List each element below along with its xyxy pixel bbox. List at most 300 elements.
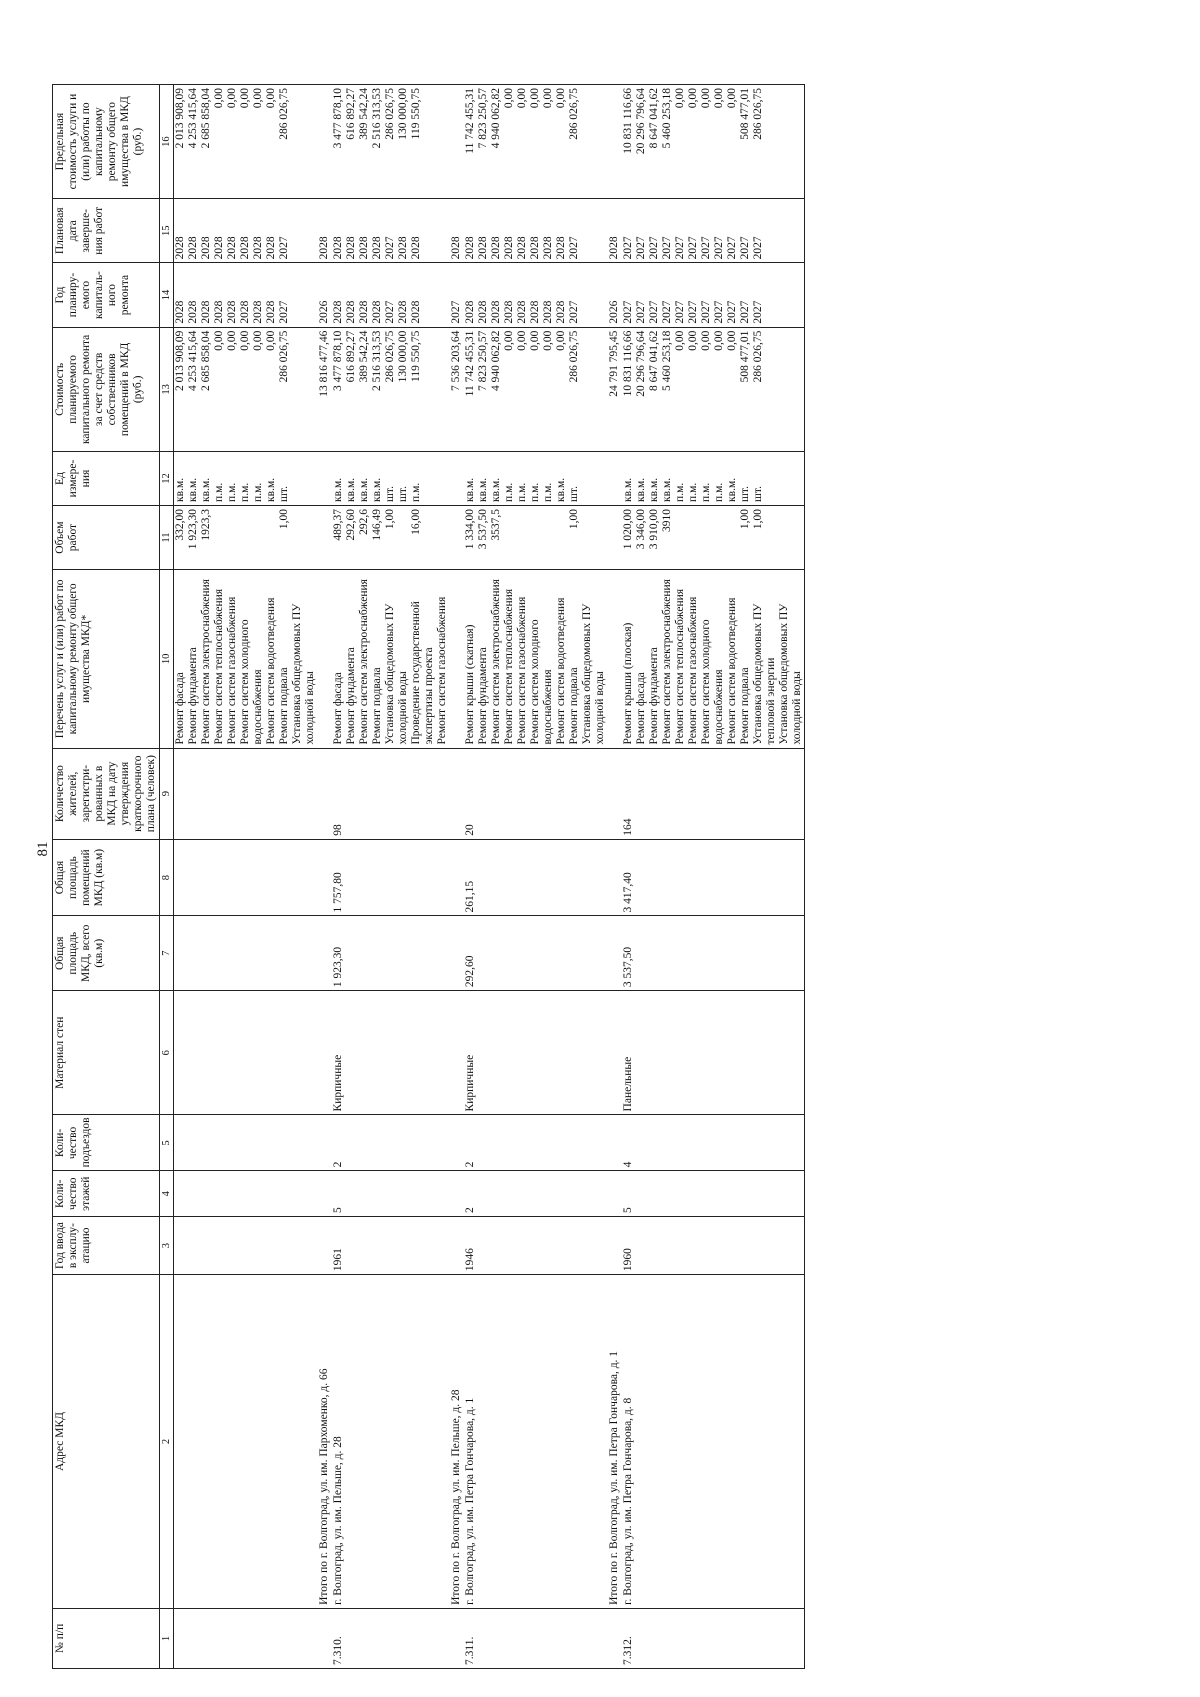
work-unit: п.м. [542,482,554,502]
work-year: 2027 [568,300,580,324]
commission-year: 1946 [464,1217,607,1275]
work-limit: 0,00 [542,88,554,109]
work-vol: 1 334,00 [464,508,476,550]
work-vol [687,509,700,566]
total-area: 1 923,30 [332,916,449,991]
floors: 5 [332,1171,449,1217]
empty-cell [317,505,332,569]
header-cell: Общая площадь помещений МКД (кв.м) [53,839,160,916]
row-number: 7.312. [622,1608,805,1668]
year-list [464,263,607,327]
work-cost: 0,00 [252,330,264,351]
header-cell: Объем работ [53,505,160,569]
rooms-area: 3 417,40 [622,839,805,916]
work-end: 2027 [700,236,712,260]
work-vol: 1923,3 [200,508,212,541]
work-name: Ремонт фундамента [187,647,199,745]
work-vol [713,509,726,566]
empty-cell [317,748,332,839]
work-name: Ремонт систем холодного водоснабжения [239,619,264,745]
works-list [464,570,607,748]
end-list [622,199,805,263]
work-end: 2027 [726,236,738,260]
end-list [464,199,607,263]
address [174,1275,318,1609]
work-unit: кв.м. [200,477,212,502]
page-number: 81 [35,841,51,857]
work-end: 2028 [345,236,357,260]
work-unit: кв.м. [635,477,647,502]
work-name: Ремонт систем электроснабжения [490,579,502,745]
work-end: 2028 [174,236,186,260]
work-unit: п.м. [503,482,515,502]
floors [174,1171,318,1217]
header-cell: Ед измере-ния [53,452,160,506]
total-row [317,85,332,1669]
volume-list [464,505,607,569]
work-name: Ремонт фасада [635,672,647,745]
work-cost: 0,00 [555,330,567,351]
work-name: Ремонт систем теплоснабжения [213,588,225,745]
capital-repair-table [52,84,805,1669]
work-end: 2028 [358,236,370,260]
work-end: 2028 [371,236,383,260]
work-end: 2028 [397,236,409,260]
works-list [174,570,318,748]
work-limit: 8 647 041,62 [648,88,660,149]
work-year: 2028 [410,300,422,324]
header-cell: Год ввода в эксплу-атацию [53,1217,160,1275]
work-vol: 292,60 [345,508,357,541]
total-row [607,85,622,1669]
work-year: 2028 [529,300,541,324]
empty-cell [449,85,464,199]
work-unit: кв.м. [555,477,567,502]
work-year: 2028 [555,300,567,324]
work-limit: 20 296 796,64 [635,88,647,155]
column-number: 1 [160,1608,174,1668]
work-year: 2027 [622,300,634,324]
work-name: Установка общедомовых ПУ холодной воды [291,603,316,745]
work-cost: 119 550,75 [410,330,422,382]
work-cost: 11 742 455,31 [464,330,476,397]
volume-list [174,505,318,569]
work-vol [674,509,687,566]
work-limit: 286 026,75 [384,88,396,140]
empty-cell [317,1115,332,1171]
work-limit: 4 253 415,64 [187,88,199,149]
work-cost: 0,00 [265,330,277,351]
total-cost: 24 791 795,45 [607,327,622,451]
work-limit: 616 892,27 [345,88,357,140]
column-number: 6 [160,991,174,1115]
total-year: 2026 [317,263,332,327]
address: г. Волгоград, ул. им. Петра Гончарова, д. 8 [622,1275,805,1609]
work-end: 2027 [622,236,634,260]
total-no [449,1608,464,1668]
work-cost: 130 000,00 [397,330,409,383]
work-cost: 0,00 [542,330,554,351]
rooms-area: 1 757,80 [332,839,449,916]
work-unit: шт. [384,486,396,502]
work-limit: 0,00 [516,88,528,109]
work-limit: 0,00 [503,88,515,109]
work-cost: 4 940 062,82 [490,330,502,392]
work-end: 2028 [529,236,541,260]
work-year: 2028 [200,300,212,324]
work-cost: 286 026,75 [752,330,764,383]
column-number: 10 [160,570,174,748]
header-cell: Плановая дата заверше-ния работ [53,199,160,263]
empty-cell [607,85,622,199]
work-name: Ремонт систем теплоснабжения [674,588,686,745]
work-unit: кв.м. [345,477,357,502]
floors: 5 [622,1171,805,1217]
work-end: 2028 [516,236,528,260]
work-end: 2027 [752,236,764,260]
work-vol: 1,00 [568,508,580,530]
work-name: Установка общедомовых ПУ холодной воды [581,603,606,745]
work-vol: 3 346,00 [635,508,647,550]
unit-list [622,452,805,506]
total-label: Итого по г. Волгоград, ул. им. Пельше, д. 28 [449,1275,464,1609]
row-number [174,1608,318,1668]
empty-cell [449,1217,464,1275]
work-unit: п.м. [713,482,725,502]
work-cost: 0,00 [726,330,738,351]
work-end: 2027 [278,236,290,260]
work-name: Ремонт фундамента [477,647,489,745]
work-unit: п.м. [226,482,238,502]
total-cost: 7 536 203,64 [449,327,464,451]
empty-cell [317,1217,332,1275]
empty-cell [607,839,622,916]
work-unit: п.м. [700,482,712,502]
header-cell: Коли-чество подъездов [53,1115,160,1171]
work-unit: шт. [568,486,580,502]
work-unit: п.м. [252,482,264,502]
empty-cell [449,748,464,839]
column-number: 12 [160,452,174,506]
work-limit: 2 013 908,09 [174,88,186,149]
work-unit: п.м. [410,482,422,502]
work-cost: 8 647 041,62 [648,330,660,392]
work-vol [397,509,410,566]
work-unit: кв.м. [661,477,673,502]
work-limit: 130 000,00 [397,88,409,140]
work-vol [529,509,542,566]
column-number: 13 [160,327,174,451]
header-cell: Материал стен [53,991,160,1115]
header-cell: Стоимость планируемого капитального ремонта за счет средств собственников помещений в МКД (руб.) [53,327,160,451]
work-name: Установка общедомовых ПУ холодной воды [384,603,409,745]
header-cell: Перечень услуг и (или) работ по капитальному ремонту общего имущества МКД* [53,570,160,748]
work-vol: 1,00 [278,508,290,530]
works-list [332,570,449,748]
work-year: 2027 [278,300,290,324]
work-cost: 5 460 253,18 [661,330,673,392]
work-year: 2027 [674,300,686,324]
row-number: 7.310. [332,1608,449,1668]
empty-cell [317,85,332,199]
work-end: 2027 [661,236,673,260]
work-name: Ремонт фасада [332,672,344,745]
commission-year [174,1217,318,1275]
table-body [174,85,805,1669]
work-vol: 1,00 [384,508,396,530]
work-name: Ремонт фасада [174,672,186,745]
work-unit: кв.м. [332,477,344,502]
work-year: 2027 [635,300,647,324]
column-number-row [160,85,174,1669]
column-number: 11 [160,505,174,569]
column-number: 8 [160,839,174,916]
work-vol: 146,49 [371,508,383,541]
total-area: 292,60 [464,916,607,991]
work-limit: 0,00 [265,88,277,109]
address: г. Волгоград, ул. им. Пельше, д. 28 [332,1275,449,1609]
empty-cell [607,1217,622,1275]
work-name: Установка общедомовых ПУ тепловой энергии [752,603,777,745]
work-cost: 0,00 [239,330,251,351]
work-unit: шт. [397,486,409,502]
work-year: 2027 [739,300,751,324]
total-row [449,85,464,1669]
table-row [622,85,805,1669]
work-cost: 0,00 [226,330,238,351]
residents: 20 [464,748,607,839]
work-unit: кв.м. [371,477,383,502]
work-cost: 2 516 313,53 [371,330,383,392]
work-year: 2028 [477,300,489,324]
column-number: 15 [160,199,174,263]
work-vol: 16,00 [410,508,422,535]
total-year: 2027 [449,263,464,327]
work-year: 2027 [687,300,699,324]
empty-cell [449,839,464,916]
work-end: 2028 [213,236,225,260]
work-cost: 0,00 [503,330,515,351]
work-vol: 292,6 [358,508,370,535]
limit-list [332,85,449,199]
total-end: 2028 [449,199,464,263]
work-unit: кв.м. [622,477,634,502]
work-limit: 0,00 [252,88,264,109]
commission-year: 1960 [622,1217,805,1275]
work-unit: шт. [278,486,290,502]
header-cell: Адрес МКД [53,1275,160,1609]
year-list [622,263,805,327]
work-unit: кв.м. [265,477,277,502]
work-vol [516,509,529,566]
wall-material: Панельные [622,991,805,1115]
work-cost: 2 685 858,04 [200,330,212,392]
work-limit: 0,00 [213,88,225,109]
end-list [332,199,449,263]
empty-cell [317,570,332,748]
work-year: 2028 [174,300,186,324]
work-cost: 2 013 908,09 [174,330,186,392]
empty-cell [449,570,464,748]
total-end: 2028 [607,199,622,263]
work-cost: 0,00 [516,330,528,351]
header-cell: Коли-чество этажей [53,1171,160,1217]
table-row [174,85,318,1669]
work-limit: 5 460 253,18 [661,88,673,149]
empty-cell [607,570,622,748]
work-year: 2028 [187,300,199,324]
floors: 2 [464,1171,607,1217]
work-vol [726,509,739,566]
unit-list [174,452,318,506]
work-vol [265,509,278,566]
commission-year: 1961 [332,1217,449,1275]
work-unit: шт. [739,486,751,502]
work-year: 2027 [648,300,660,324]
work-name: Ремонт крыши (скатная) [464,624,476,745]
work-cost: 0,00 [674,330,686,351]
work-end: 2028 [332,236,344,260]
empty-cell [449,452,464,506]
empty-cell [317,839,332,916]
work-end: 2028 [542,236,554,260]
work-unit: п.м. [674,482,686,502]
empty-cell [317,452,332,506]
work-end: 2028 [187,236,199,260]
table-row [464,85,607,1669]
work-year: 2028 [358,300,370,324]
work-unit: кв.м. [648,477,660,502]
work-year: 2028 [371,300,383,324]
work-limit: 0,00 [555,88,567,109]
column-number: 4 [160,1171,174,1217]
work-vol [239,509,252,566]
work-name: Проведение государственной экспертизы проекта [410,601,435,745]
column-number: 14 [160,263,174,327]
work-limit: 0,00 [700,88,712,109]
work-end: 2028 [252,236,264,260]
work-vol: 3 537,50 [477,508,489,550]
work-limit: 3 477 878,10 [332,88,344,149]
rooms-area: 261,15 [464,839,607,916]
work-year: 2027 [700,300,712,324]
work-name: Ремонт систем газоснабжения [516,596,528,745]
total-no [607,1608,622,1668]
empty-cell [449,1115,464,1171]
work-year: 2027 [661,300,673,324]
work-limit: 119 550,75 [410,88,422,140]
work-cost: 4 253 415,64 [187,330,199,392]
total-area [174,916,318,991]
column-number: 3 [160,1217,174,1275]
column-number: 5 [160,1115,174,1171]
empty-cell [607,452,622,506]
entrances: 2 [332,1115,449,1171]
work-end: 2027 [635,236,647,260]
entrances: 4 [622,1115,805,1171]
work-vol: 3910 [661,508,673,532]
work-name: Установка общедомовых ПУ холодной воды [778,603,803,745]
work-unit: кв.м. [490,477,502,502]
residents [174,748,318,839]
cost-list [332,327,449,451]
work-vol: 1 020,00 [622,508,634,550]
work-limit: 11 742 455,31 [464,88,476,154]
total-area: 3 537,50 [622,916,805,991]
work-end: 2028 [410,236,422,260]
work-year: 2028 [239,300,251,324]
volume-list [622,505,805,569]
work-cost: 0,00 [687,330,699,351]
work-vol: 1,00 [752,508,764,530]
year-list [174,263,318,327]
work-year: 2028 [265,300,277,324]
entrances [174,1115,318,1171]
work-name: Ремонт систем газоснабжения [226,596,238,745]
work-cost: 286 026,75 [384,330,396,383]
work-vol: 1,00 [739,508,751,530]
work-end: 2027 [568,236,580,260]
work-limit: 0,00 [239,88,251,109]
residents: 164 [622,748,805,839]
header-cell: Количество жителей, зарегистри-рованных в МКД на дату утверждения краткосрочного плана (человек) [53,748,160,839]
empty-cell [607,916,622,991]
rooms-area [174,839,318,916]
work-year: 2028 [226,300,238,324]
volume-list [332,505,449,569]
wall-material [174,991,318,1115]
empty-cell [317,1171,332,1217]
work-name: Ремонт систем электроснабжения [200,579,212,745]
work-unit: п.м. [516,482,528,502]
unit-list [332,452,449,506]
row-number: 7.311. [464,1608,607,1668]
work-name: Ремонт систем газоснабжения [687,596,699,745]
entrances: 2 [464,1115,607,1171]
work-cost: 7 823 250,57 [477,330,489,392]
work-vol [700,509,713,566]
cost-list [464,327,607,451]
work-vol [555,509,568,566]
column-number: 7 [160,916,174,991]
address: г. Волгоград, ул. им. Петра Гончарова, д. 1 [464,1275,607,1609]
work-name: Ремонт подвала [371,667,383,745]
work-limit: 508 477,01 [739,88,751,140]
work-cost: 20 296 796,64 [635,330,647,397]
work-limit: 286 026,75 [752,88,764,140]
works-list [622,570,805,748]
work-name: Ремонт систем холодного водоснабжения [529,619,554,745]
limit-list [622,85,805,199]
work-end: 2028 [226,236,238,260]
work-vol: 1 923,30 [187,508,199,550]
column-number: 16 [160,85,174,199]
empty-cell [317,916,332,991]
header-cell: Предельная стоимость услуги и (или) работы по капитальному ремонту общего имущества в МКД (руб.) [53,85,160,199]
work-cost: 3 477 878,10 [332,330,344,392]
work-end: 2028 [490,236,502,260]
work-unit: шт. [752,486,764,502]
work-end: 2028 [265,236,277,260]
work-cost: 389 542,24 [358,330,370,383]
empty-cell [449,916,464,991]
work-unit: кв.м. [464,477,476,502]
empty-cell [317,991,332,1115]
work-limit: 2 516 313,53 [371,88,383,149]
work-limit: 7 823 250,57 [477,88,489,149]
work-end: 2027 [713,236,725,260]
work-vol: 489,37 [332,508,344,541]
